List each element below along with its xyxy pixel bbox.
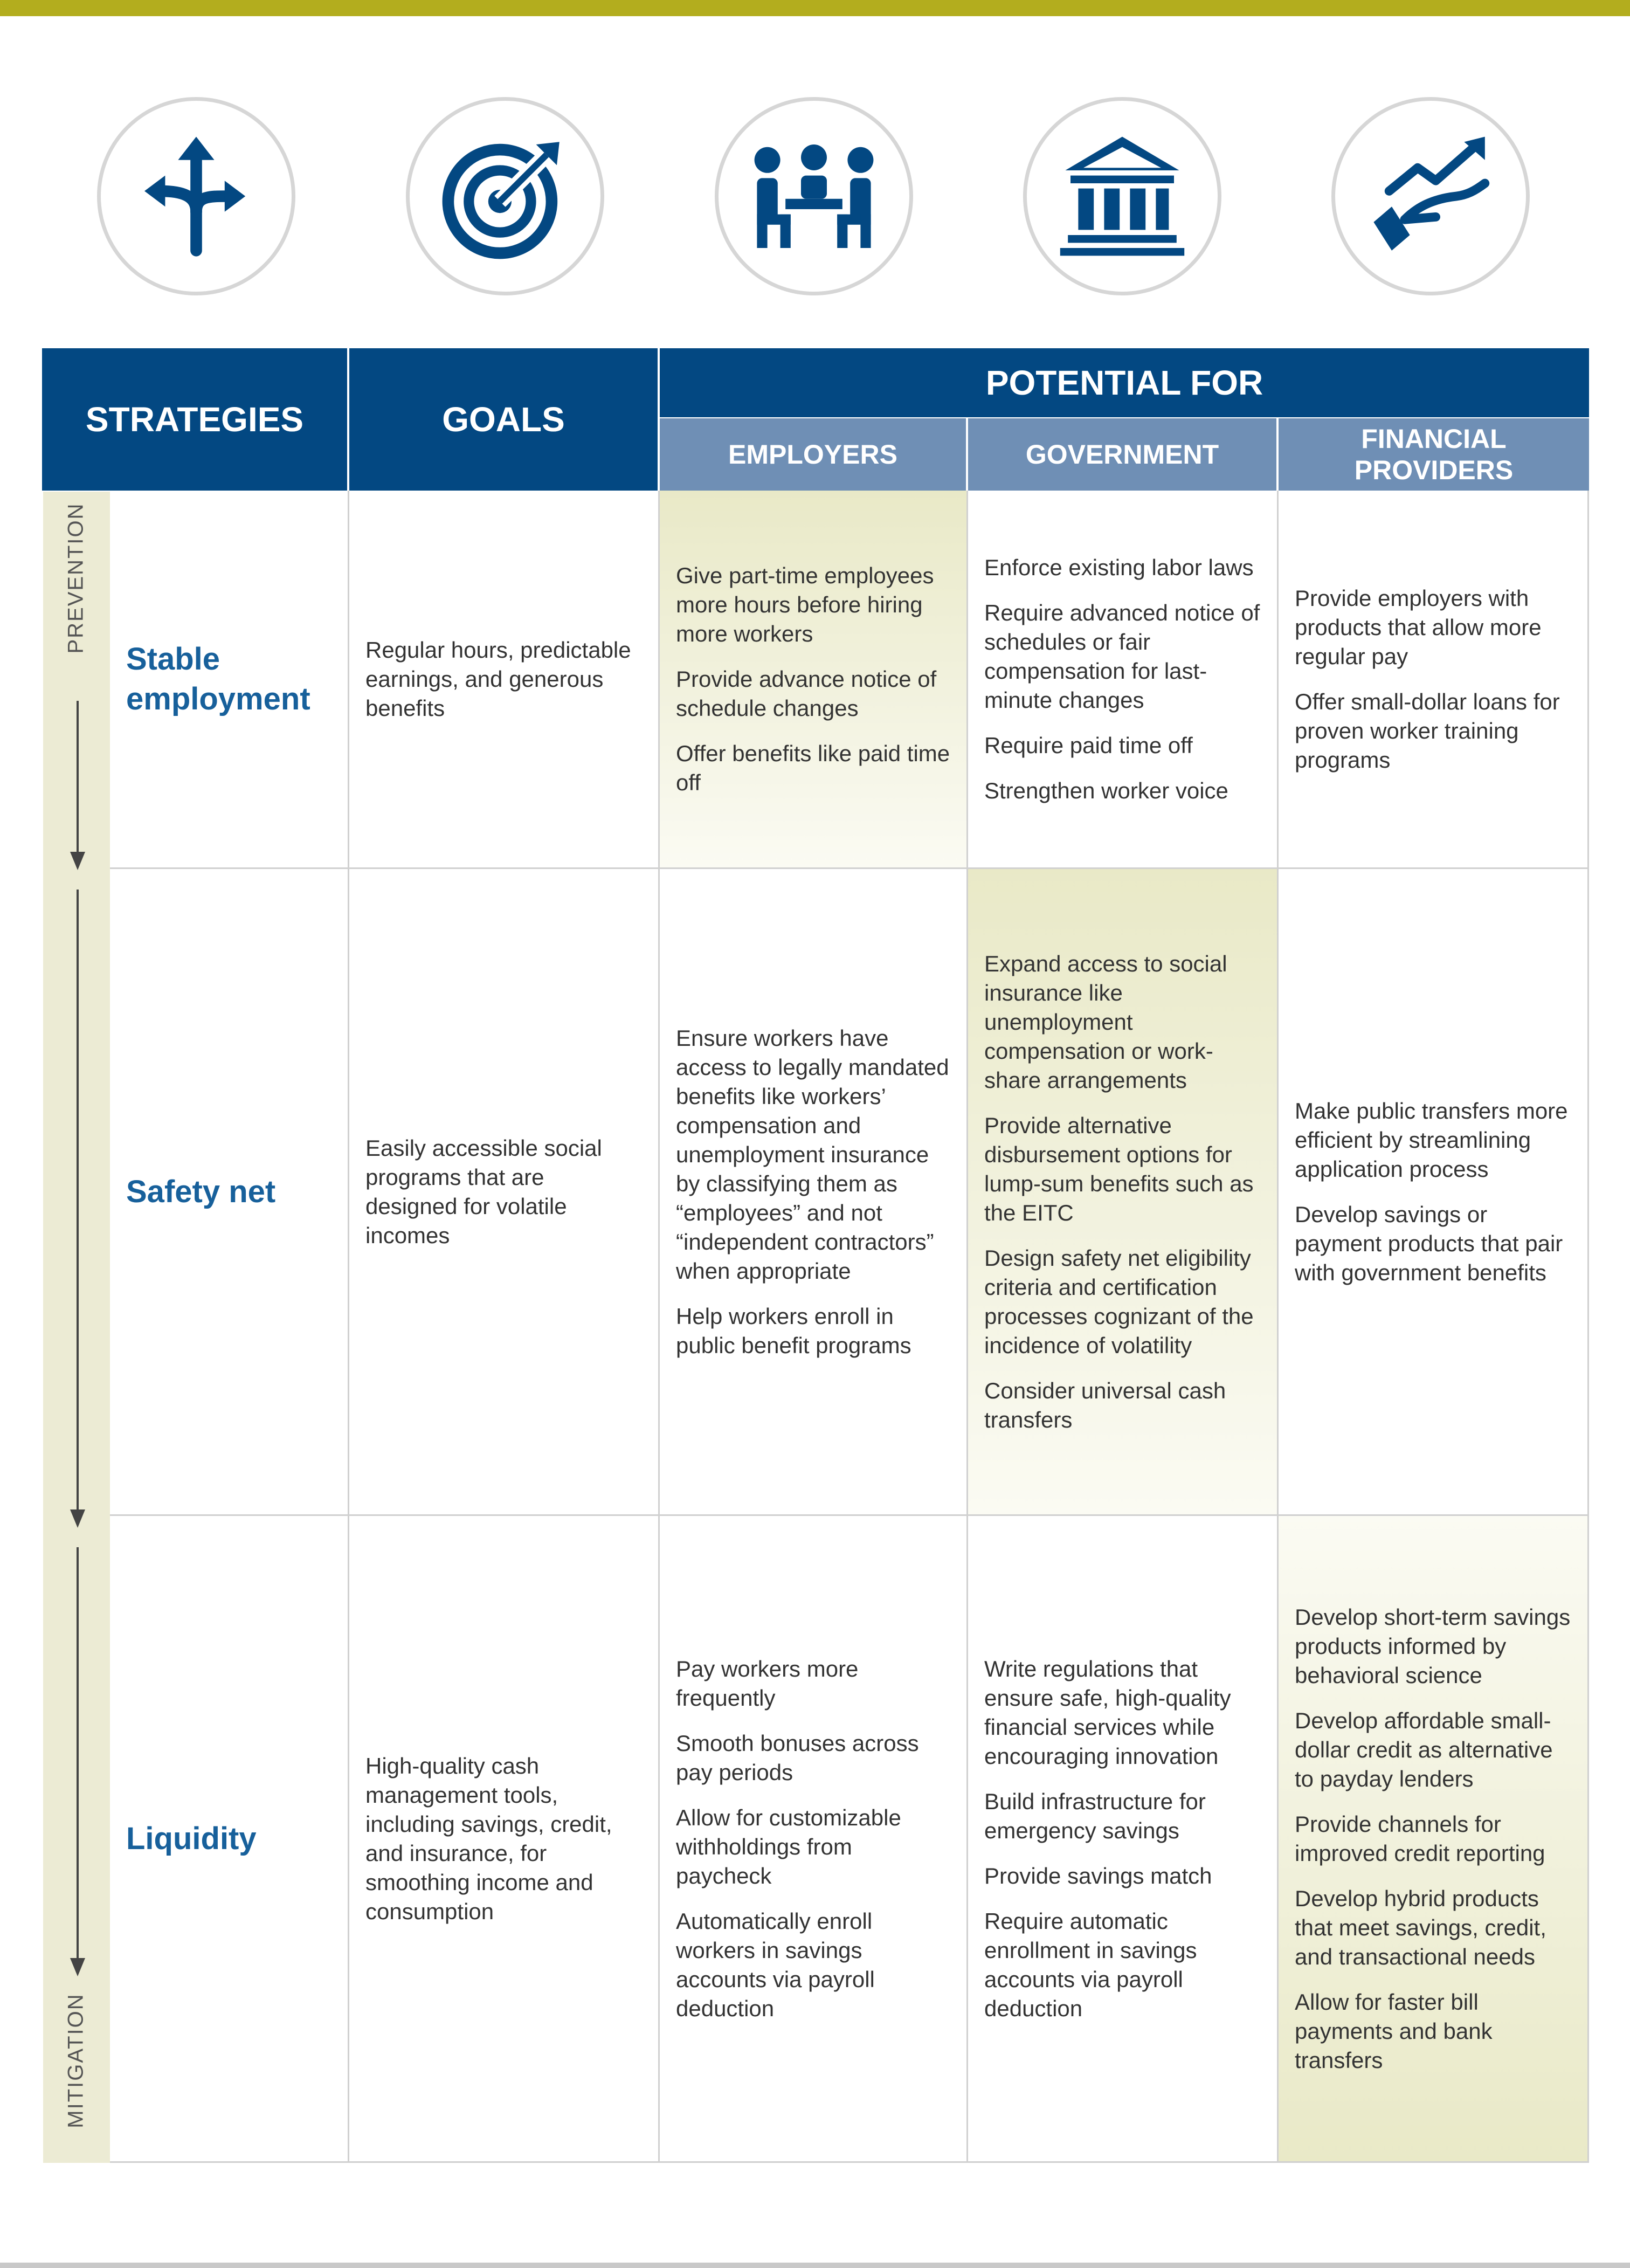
list-item: Offer benefits like paid time off [676,740,950,795]
arrow-down-icon [70,1958,85,1976]
table-row-stable-employment [110,491,349,869]
strategy-liquidity: Liquidity [126,1821,257,1856]
goal-text: Regular hours, predictable earnings, and generous benefits [365,637,631,721]
list-item: Automatically enroll workers in savings accounts via payroll deduction [676,1908,875,2021]
government-header: GOVERNMENT [968,418,1279,491]
employers-cell [660,1516,968,2163]
list-item: Pay workers more frequently [676,1656,859,1711]
list-item: Strengthen worker voice [984,777,1228,803]
list-item: Require paid time off [984,732,1193,758]
employers-cell [660,491,968,869]
list-item: Develop affordable small-dollar credit as alternative to payday lenders [1295,1707,1553,1791]
list-item: Provide channels for improved credit reporting [1295,1811,1545,1866]
goal-cell [349,1516,660,2163]
arrow-down-icon [70,852,85,870]
government-cell [968,491,1279,869]
list-item: Develop short-term savings products informed by behavioral science [1295,1604,1571,1688]
list-item: Make public transfers more efficient by streamlining application process [1295,1098,1568,1182]
bank-icon [1023,97,1221,295]
table-row-liquidity [110,1516,349,2163]
financial-providers-header: FINANCIAL PROVIDERS [1279,418,1589,491]
employers-cell [660,869,968,1516]
list-item: Design safety net eligibility criteria and certification processes cognizant of the incidence of volatility [984,1245,1254,1358]
directions-icon [97,97,295,295]
goal-text: Easily accessible social programs that are designed for volatile incomes [365,1135,602,1248]
strategies-header: STRATEGIES [42,348,349,491]
employers-header: EMPLOYERS [660,418,968,491]
list-item: Develop hybrid products that meet savings, credit, and transactional needs [1295,1885,1546,1969]
list-item: Build infrastructure for emergency savings [984,1788,1206,1843]
list-item: Offer small-dollar loans for proven worker training programs [1295,688,1560,773]
list-item: Consider universal cash transfers [984,1377,1226,1432]
goal-text: High-quality cash management tools, including savings, credit, and insurance, for smoothing income and consumption [365,1753,612,1924]
potential-for-header: POTENTIAL FOR [660,348,1589,417]
growth-hand-icon [1331,97,1530,295]
mitigation-label: MITIGATION [64,1993,88,2128]
bottom-divider [0,2263,1630,2268]
meeting-icon [715,97,913,295]
strategy-safety-net: Safety net [126,1174,276,1209]
list-item: Ensure workers have access to legally mandated benefits like workers’ compensation and unemployment insurance by classifying them as “employees” and not “independent contractors” when appropriate [676,1025,949,1284]
list-item: Provide advance notice of schedule changes [676,666,937,721]
financial-cell [1279,491,1589,869]
list-item: Require automatic enrollment in savings accounts via payroll deduction [984,1908,1197,2021]
strategy-stable-employment: Stable employment [126,641,310,716]
financial-cell [1279,869,1589,1516]
list-item: Develop savings or payment products that pair with government benefits [1295,1201,1563,1285]
arrow-line-3 [77,1547,79,1962]
arrow-line-1 [77,701,79,857]
goals-header: GOALS [349,348,660,491]
target-icon [406,97,604,295]
list-item: Provide savings match [984,1863,1212,1888]
goal-cell [349,869,660,1516]
list-item: Require advanced notice of schedules or fair compensation for last-minute changes [984,599,1260,713]
financial-cell [1279,1516,1589,2163]
government-cell [968,1516,1279,2163]
list-item: Provide employers with products that allow more regular pay [1295,585,1542,669]
list-item: Give part-time employees more hours before hiring more workers [676,562,934,646]
prevention-label: PREVENTION [64,502,88,654]
arrow-down-icon [70,1509,85,1528]
top-accent-bar [0,0,1630,16]
table-row-safety-net [110,869,349,1516]
list-item: Enforce existing labor laws [984,554,1254,580]
list-item: Allow for faster bill payments and bank transfers [1295,1989,1493,2073]
list-item: Help workers enroll in public benefit programs [676,1303,911,1358]
list-item: Provide alternative disbursement options for lump-sum benefits such as the EITC [984,1112,1254,1225]
government-cell [968,869,1279,1516]
arrow-line-2 [77,890,79,1515]
list-item: Smooth bonuses across pay periods [676,1730,919,1785]
list-item: Allow for customizable withholdings from paycheck [676,1804,901,1888]
list-item: Expand access to social insurance like unemployment compensation or work-share arrangements [984,950,1227,1093]
list-item: Write regulations that ensure safe, high-quality financial services while encouraging innovation [984,1656,1231,1769]
goal-cell [349,491,660,869]
